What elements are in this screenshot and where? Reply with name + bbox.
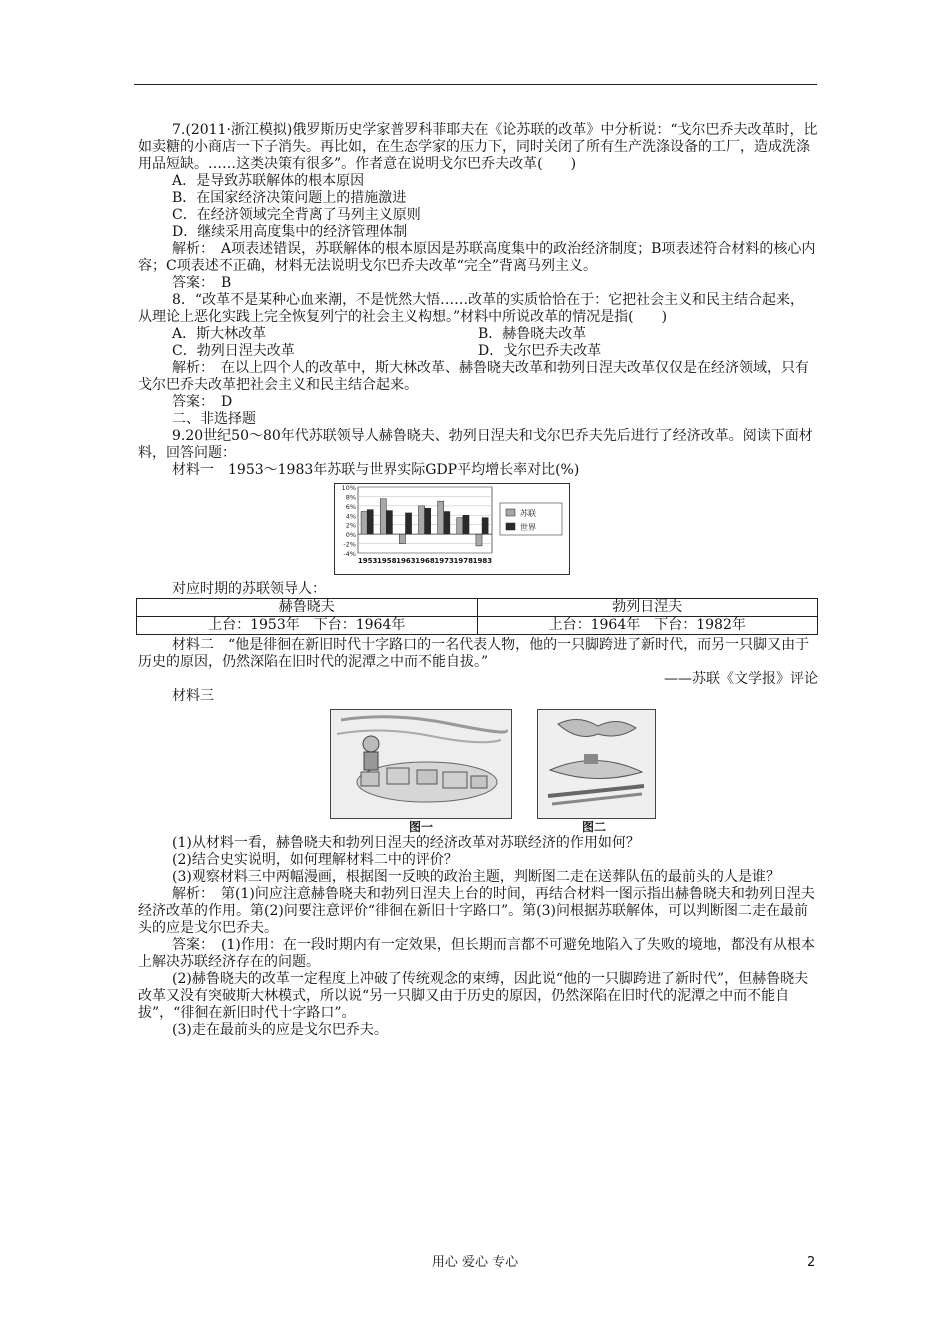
q8-options-row1 (138, 326, 818, 343)
bar-世界-1978 (463, 515, 469, 534)
cartoon-figure-1 (330, 709, 512, 819)
y-tick-label: 0% (345, 531, 356, 540)
q8-answer: 答案： D (172, 394, 233, 410)
q8-stem: 8．“改革不是某种心血来潮，不是恍然大悟……改革的实质恰恰在于：它把社会主义和民主结合起来，从理论上恶化实践上完全恢复列宁的社会主义构想。”材料中所说改革的情况是指( ) (138, 292, 805, 325)
x-tick-label: 1983 (472, 557, 493, 565)
bar-世界-1953 (367, 510, 373, 535)
page-number: 2 (807, 1255, 816, 1270)
leader-name-2: 勃列日涅夫 (477, 599, 818, 617)
q9-answer-3: (3)走在最前头的应是戈尔巴乔夫。 (172, 1022, 388, 1038)
x-tick-label: 1953 (357, 557, 378, 565)
q9-answer-2: (2)赫鲁晓夫的改革一定程度上冲破了传统观念的束缚，因此说“他的一只脚跨进了新时代”，但赫鲁晓夫改革又没有突破斯大林模式，所以说“另一只脚又由于历史的原因，仍然深陷在旧时代的泥潭之中而不能自拔”，“徘徊在新旧时代十字路口”。 (138, 971, 809, 1021)
cartoon-1-image (331, 710, 511, 818)
q7-option-b: B．在国家经济决策问题上的措施激进 (172, 190, 407, 206)
cartoon-2-image (538, 710, 655, 818)
q8-option-c: C．勃列日涅夫改革 (172, 343, 295, 359)
legend-swatch-苏联 (506, 509, 515, 516)
q7-analysis: 解析： A项表述错误，苏联解体的根本原因是苏联高度集中的政治经济制度；B项表述符合材料的核心内容；C项表述不正确，材料无法说明戈尔巴乔夫改革“完全”背离马列主义。 (138, 241, 816, 274)
y-tick-label: 6% (345, 502, 356, 511)
bar-苏联-1958 (380, 499, 386, 534)
bar-苏联-1953 (361, 512, 367, 535)
material-2-source: ——苏联《文学报》评论 (664, 671, 818, 687)
q9-stem: 9.20世纪50～80年代苏联领导人赫鲁晓夫、勃列日涅夫和戈尔巴乔夫先后进行了经济改革。阅读下面材料，回答问题： (138, 428, 813, 461)
q8-analysis: 解析： 在以上四个人的改革中，斯大林改革、赫鲁晓夫改革和勃列日涅夫改革仅仅是在经济领域，只有戈尔巴乔夫改革把社会主义和民主结合起来。 (138, 360, 809, 393)
leaders-intro: 对应时期的苏联领导人： (172, 581, 326, 597)
q9-question-1: (1)从材料一看，赫鲁晓夫和勃列日涅夫的经济改革对苏联经济的作用如何？ (172, 835, 640, 851)
y-tick-label: 10% (341, 484, 356, 492)
material-2: 材料二 “他是徘徊在新旧时代十字路口的一名代表人物，他的一只脚跨进了新时代，而另一只脚又由于历史的原因，仍然深陷在旧时代的泥潭之中而不能自拔。” (138, 637, 810, 670)
legend-swatch-世界 (506, 523, 515, 530)
material-3-label: 材料三 (172, 688, 214, 704)
leader-name-1: 赫鲁晓夫 (137, 599, 478, 617)
bar-世界-1958 (386, 511, 392, 535)
y-tick-label: 4% (345, 512, 356, 521)
x-tick-label: 1968 (415, 557, 435, 565)
bar-苏联-1968 (418, 506, 424, 534)
x-tick-label: 1958 (376, 557, 397, 565)
q8-option-a: A．斯大林改革 (172, 326, 267, 342)
leaders-term-row (137, 617, 818, 635)
leaders-name-row (137, 599, 818, 617)
section-title: 二、非选择题 (172, 411, 256, 427)
cartoon-figure-2 (537, 709, 656, 819)
header-rule (134, 84, 817, 85)
q7-option-c: C．在经济领域完全背离了马列主义原则 (172, 207, 421, 223)
y-tick-label: -4% (343, 550, 356, 558)
q8-option-d: D．戈尔巴乔夫改革 (478, 343, 602, 359)
bar-苏联-1963 (399, 534, 405, 543)
leader-term-2: 上台：1964年 下台：1982年 (477, 617, 818, 635)
x-tick-label: 1978 (453, 557, 474, 565)
legend-label-苏联: 苏联 (520, 509, 536, 518)
x-tick-label: 1973 (434, 557, 454, 565)
y-tick-label: -2% (343, 540, 356, 549)
figure-2-caption: 图二 (582, 820, 607, 834)
cartoons (138, 709, 818, 835)
gdp-growth-chart (334, 483, 570, 575)
bar-世界-1973 (444, 512, 450, 535)
legend-label-世界: 世界 (520, 523, 536, 532)
material-1-caption: 材料一 1953～1983年苏联与世界实际GDP平均增长率对比(%) (172, 462, 580, 478)
q9-analysis: 解析： 第(1)问应注意赫鲁晓夫和勃列日涅夫上台的时间，再结合材料一图示指出赫鲁晓夫和勃列日涅夫经济改革的作用。第(2)问要注意评价“徘徊在新旧十字路口”。第(3)问根据苏联解体，可以判断图二走在最前头的应是戈尔巴乔夫。 (138, 886, 815, 936)
leaders-table (136, 598, 818, 635)
q8-option-b: B．赫鲁晓夫改革 (478, 326, 587, 342)
y-tick-label: 2% (345, 521, 356, 530)
x-tick-label: 1963 (396, 557, 416, 565)
bar-世界-1968 (425, 508, 431, 534)
q9-question-2: (2)结合史实说明，如何理解材料二中的评价？ (172, 852, 458, 868)
q7-option-a: A．是导致苏联解体的根本原因 (172, 173, 365, 189)
leader-term-1: 上台：1953年 下台：1964年 (137, 617, 478, 635)
q7-stem: 7.(2011·浙江模拟)俄罗斯历史学家普罗科菲耶夫在《论苏联的改革》中分析说：“戈尔巴乔夫改革时，比如卖糖的小商店一下子消失。再比如，在生态学家的压力下，同时关闭了所有生产洗涤设备的工厂，造成洗涤用品短缺。……这类决策有很多”。作者意在说明戈尔巴乔夫改革( ) (138, 122, 818, 172)
page-footer: 用心 爱心 专心 (431, 1255, 519, 1270)
q9-answer-1: 答案： (1)作用：在一段时期内有一定效果，但长期而言都不可避免地陷入了失败的境地，都没有从根本上解决苏联经济存在的问题。 (138, 937, 815, 970)
bar-世界-1963 (405, 513, 411, 534)
q9-question-3: (3)观察材料三中两幅漫画，根据图一反映的政治主题，判断图二走在送葬队伍的最前头的人是谁？ (172, 869, 780, 885)
y-tick-label: 8% (345, 493, 356, 502)
bar-苏联-1973 (438, 501, 444, 534)
q7-option-d: D．继续采用高度集中的经济管理体制 (172, 224, 408, 240)
bar-苏联-1983 (476, 534, 482, 546)
figure-1-caption: 图一 (409, 820, 434, 834)
bar-世界-1983 (482, 518, 488, 535)
q7-answer: 答案： B (172, 275, 232, 291)
content (138, 122, 818, 1039)
bar-苏联-1978 (457, 518, 463, 535)
gdp-chart-wrap (138, 483, 818, 577)
q8-options-row2 (138, 343, 818, 360)
